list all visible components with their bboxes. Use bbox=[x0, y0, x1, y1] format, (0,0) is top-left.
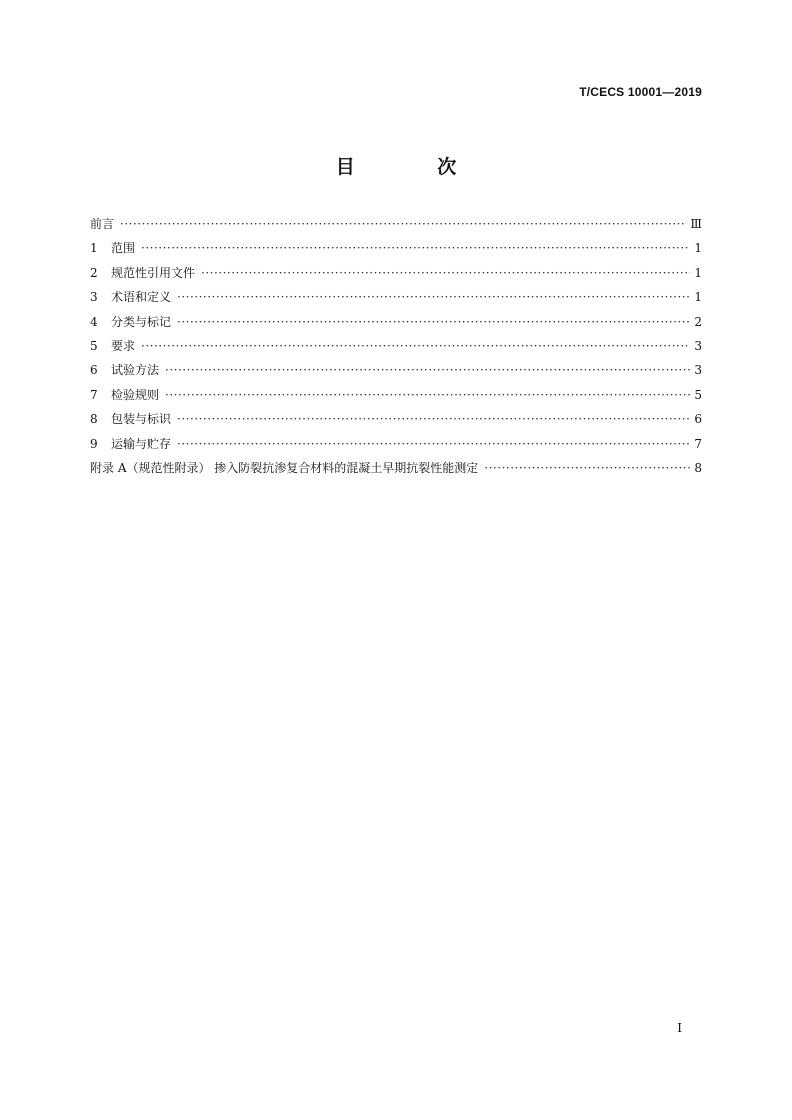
toc-leader-dots bbox=[177, 412, 690, 426]
page-title: 目 次 bbox=[335, 156, 495, 178]
standard-code: T/CECS 10001—2019 bbox=[579, 85, 702, 99]
toc-entry-number: 3 bbox=[90, 290, 98, 305]
toc-entry-page: 2 bbox=[694, 314, 702, 329]
toc-entry-page: 1 bbox=[694, 265, 702, 280]
toc-entry-title: 试验方法 bbox=[111, 363, 160, 378]
toc-entry-number: 1 bbox=[90, 241, 98, 256]
toc-entry-page: 5 bbox=[694, 387, 702, 402]
toc-entry-page: 1 bbox=[694, 290, 702, 305]
toc-entry-page: 1 bbox=[694, 241, 702, 256]
toc-entry-number: 6 bbox=[90, 363, 98, 378]
toc-entry-title: 前言 bbox=[90, 217, 115, 231]
toc-entry-number: 7 bbox=[90, 387, 98, 402]
toc-entry-title: 范围 bbox=[111, 241, 136, 256]
toc-entry-title: 分类与标记 bbox=[111, 314, 172, 329]
toc-entry-5[interactable] bbox=[90, 337, 702, 361]
toc-entry-number: 2 bbox=[90, 265, 98, 280]
toc-entry-title: 附录 A（规范性附录） 掺入防裂抗渗复合材料的混凝土早期抗裂性能测定 bbox=[90, 460, 479, 475]
toc-entry-title: 检验规则 bbox=[111, 387, 160, 402]
toc-entry-9[interactable] bbox=[90, 435, 702, 459]
toc-leader-dots bbox=[201, 266, 690, 280]
page-number: Ⅰ bbox=[677, 1021, 682, 1035]
toc-entry-7[interactable] bbox=[90, 386, 702, 410]
toc-entry-8[interactable] bbox=[90, 410, 702, 434]
toc-entry-page: 7 bbox=[694, 436, 702, 451]
toc-entry-number: 9 bbox=[90, 436, 98, 451]
toc-entry-number: 4 bbox=[90, 314, 98, 329]
toc-leader-dots bbox=[177, 290, 690, 304]
table-of-contents bbox=[90, 215, 702, 483]
toc-leader-dots bbox=[165, 388, 690, 402]
toc-entry-3[interactable] bbox=[90, 288, 702, 312]
toc-entry-page: 8 bbox=[694, 460, 702, 475]
toc-entry-appendix-a[interactable] bbox=[90, 459, 702, 483]
toc-entry-4[interactable] bbox=[90, 313, 702, 337]
toc-leader-dots bbox=[120, 217, 686, 231]
toc-entry-6[interactable] bbox=[90, 361, 702, 385]
toc-entry-title: 规范性引用文件 bbox=[111, 265, 196, 280]
toc-entry-number: 5 bbox=[90, 338, 98, 353]
toc-entry-page: 6 bbox=[694, 412, 702, 427]
toc-entry-title: 包装与标识 bbox=[111, 412, 172, 427]
toc-entry-foreword[interactable] bbox=[90, 215, 702, 239]
toc-leader-dots bbox=[484, 461, 690, 475]
toc-entry-title: 运输与贮存 bbox=[111, 436, 172, 451]
toc-entry-2[interactable] bbox=[90, 264, 702, 288]
toc-entry-title: 术语和定义 bbox=[111, 290, 172, 305]
toc-entry-page: 3 bbox=[694, 338, 702, 353]
toc-entry-number: 8 bbox=[90, 412, 98, 427]
toc-leader-dots bbox=[165, 363, 690, 377]
toc-entry-page: 3 bbox=[694, 363, 702, 378]
toc-leader-dots bbox=[141, 241, 690, 255]
toc-leader-dots bbox=[177, 315, 690, 329]
toc-entry-title: 要求 bbox=[111, 338, 136, 353]
toc-entry-1[interactable] bbox=[90, 239, 702, 263]
toc-leader-dots bbox=[141, 339, 690, 353]
toc-leader-dots bbox=[177, 437, 690, 451]
toc-entry-page: Ⅲ bbox=[690, 217, 702, 231]
